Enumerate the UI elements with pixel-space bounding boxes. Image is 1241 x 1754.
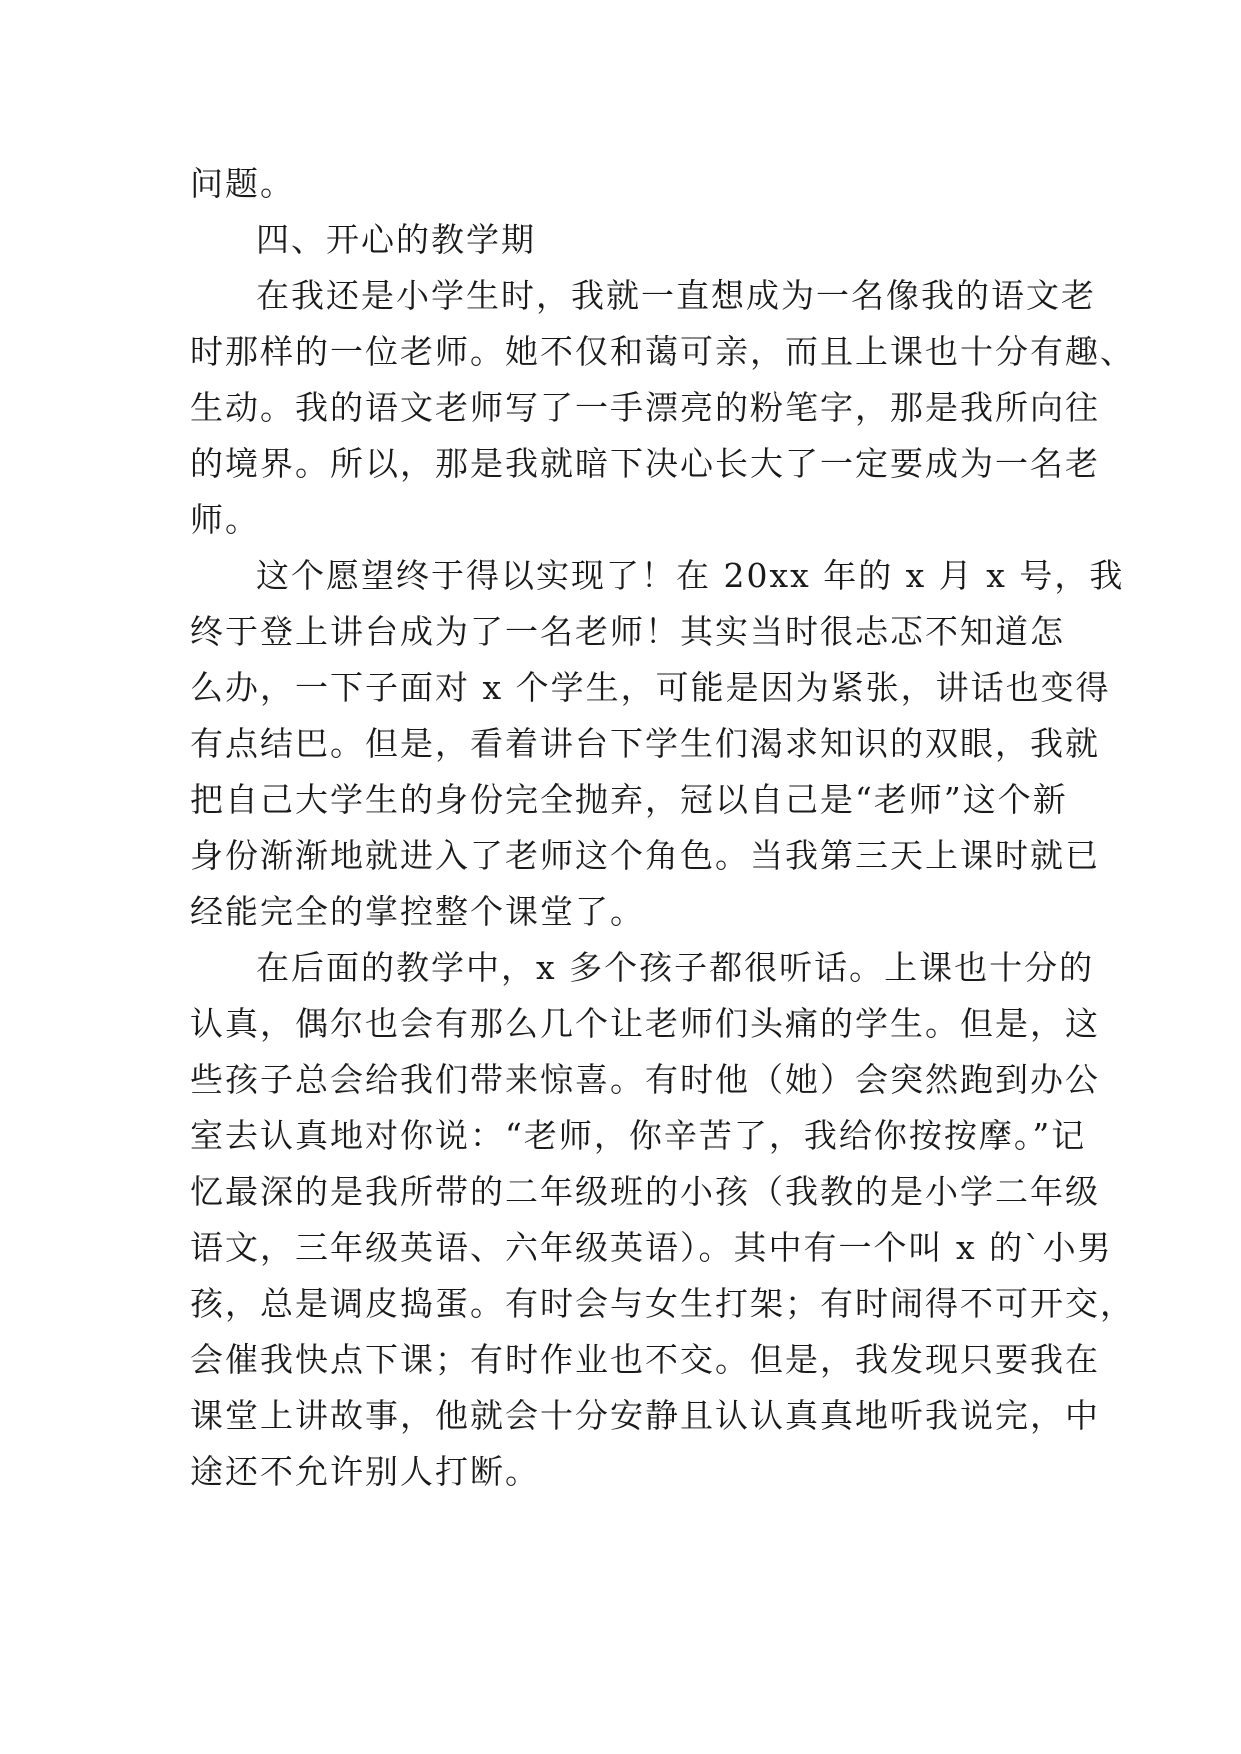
text-line: 的境界。所以，那是我就暗下决心长大了一定要成为一名老 (190, 444, 1100, 483)
text-line: 孩，总是调皮捣蛋。有时会与女生打架；有时闹得不可开交， (190, 1284, 1135, 1323)
text-line: 语文，三年级英语、六年级英语）。其中有一个叫 x 的`小男 (190, 1228, 1113, 1267)
text-line: 课堂上讲故事，他就会十分安静且认认真真地听我说完，中 (190, 1396, 1100, 1435)
text-line: 忆最深的是我所带的二年级班的小孩（我教的是小学二年级 (190, 1172, 1100, 1211)
document-body (190, 156, 1135, 1500)
text-line: 生动。我的语文老师写了一手漂亮的粉笔字，那是我所向往 (190, 388, 1100, 427)
text-line: 有点结巴。但是，看着讲台下学生们渴求知识的双眼，我就 (190, 724, 1100, 763)
text-line: 师。 (190, 500, 260, 539)
text-line: 把自己大学生的身份完全抛弃，冠以自己是“老师”这个新 (190, 780, 1068, 819)
text-line: 这个愿望终于得以实现了！在 20xx 年的 x 月 x 号，我 (256, 556, 1125, 595)
text-line: 在我还是小学生时，我就一直想成为一名像我的语文老 (256, 276, 1096, 315)
text-line: 在后面的教学中，x 多个孩子都很听话。上课也十分的 (256, 948, 1095, 987)
section-heading: 四、开心的教学期 (256, 220, 536, 259)
text-line: 途还不允许别人打断。 (190, 1452, 540, 1491)
text-line: 认真，偶尔也会有那么几个让老师们头痛的学生。但是，这 (190, 1004, 1100, 1043)
text-line: 些孩子总会给我们带来惊喜。有时他（她）会突然跑到办公 (190, 1060, 1100, 1099)
text-line: 经能完全的掌控整个课堂了。 (190, 892, 645, 931)
text-line: 会催我快点下课；有时作业也不交。但是，我发现只要我在 (190, 1340, 1100, 1379)
text-line: 终于登上讲台成为了一名老师！其实当时很忐忑不知道怎 (190, 612, 1065, 651)
text-line: 问题。 (190, 164, 295, 203)
text-line: 时那样的一位老师。她不仅和蔼可亲，而且上课也十分有趣、 (190, 332, 1135, 371)
text-line: 室去认真地对你说：“老师，你辛苦了，我给你按按摩。”记 (190, 1116, 1087, 1155)
text-line: 身份渐渐地就进入了老师这个角色。当我第三天上课时就已 (190, 836, 1100, 875)
text-line: 么办，一下子面对 x 个学生，可能是因为紧张，讲话也变得 (190, 668, 1111, 707)
